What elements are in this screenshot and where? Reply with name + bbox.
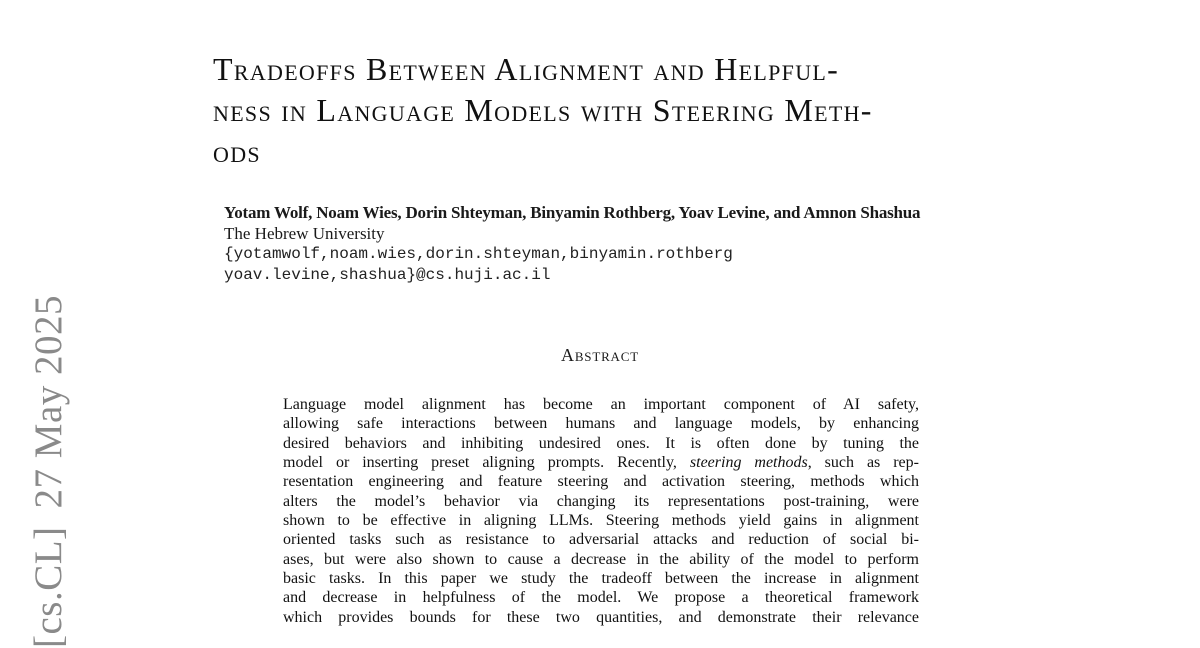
author-block — [224, 202, 1124, 286]
abstract-line: resentation engineering and feature steering and activation steering, methods which — [283, 473, 919, 491]
abstract-line: which provides bounds for these two quantities, and demonstrate their relevance — [283, 608, 919, 626]
author-email[interactable]: yoav.levine,shashua}@cs.huji.ac.il — [224, 266, 551, 284]
title-line: Tradeoffs Between Alignment and Helpful- — [213, 51, 840, 87]
abstract-line: and decrease in helpfulness of the model. We propose a theoretical framework — [283, 589, 919, 607]
abstract-line: allowing safe interactions between humans and language models, by enhancing — [283, 415, 919, 433]
arxiv-identifier-stamp — [25, 288, 73, 648]
abstract-body — [283, 395, 919, 627]
abstract-line: basic tasks. In this paper we study the tradeoff between the increase in alignment — [283, 570, 919, 588]
abstract-line: model or inserting preset aligning prompts. Recently, steering methods, such as rep- — [283, 454, 919, 472]
abstract-heading: Abstract — [561, 345, 639, 365]
abstract-line: Language model alignment has become an important component of AI safety, — [283, 396, 919, 413]
author-affiliation: The Hebrew University — [224, 224, 385, 243]
abstract-line: desired behaviors and inhibiting undesired ones. It is often done by tuning the — [283, 434, 919, 452]
abstract-line: oriented tasks such as resistance to adversarial attacks and reduction of social bi- — [283, 531, 919, 549]
arxiv-category: [cs.CL] — [27, 526, 70, 648]
emphasized-term: steering methods — [689, 454, 808, 472]
title-line: ods — [213, 133, 261, 169]
abstract-line: alters the model’s behavior via changing its representations post-training, were — [283, 492, 919, 510]
author-email[interactable]: {yotamwolf,noam.wies,dorin.shteyman,binyamin.rothberg — [224, 245, 733, 263]
arxiv-date: 27 May 2025 — [27, 294, 70, 509]
paper-title — [213, 49, 1013, 172]
title-line: ness in Language Models with Steering Meth- — [213, 92, 873, 128]
author-names: Yotam Wolf, Noam Wies, Dorin Shteyman, Binyamin Rothberg, Yoav Levine, and Amnon Shashua — [224, 203, 921, 222]
abstract-line: shown to be effective in aligning LLMs. Steering methods yield gains in alignment — [283, 512, 919, 530]
abstract-line: ases, but were also shown to cause a decrease in the ability of the model to perform — [283, 550, 919, 568]
